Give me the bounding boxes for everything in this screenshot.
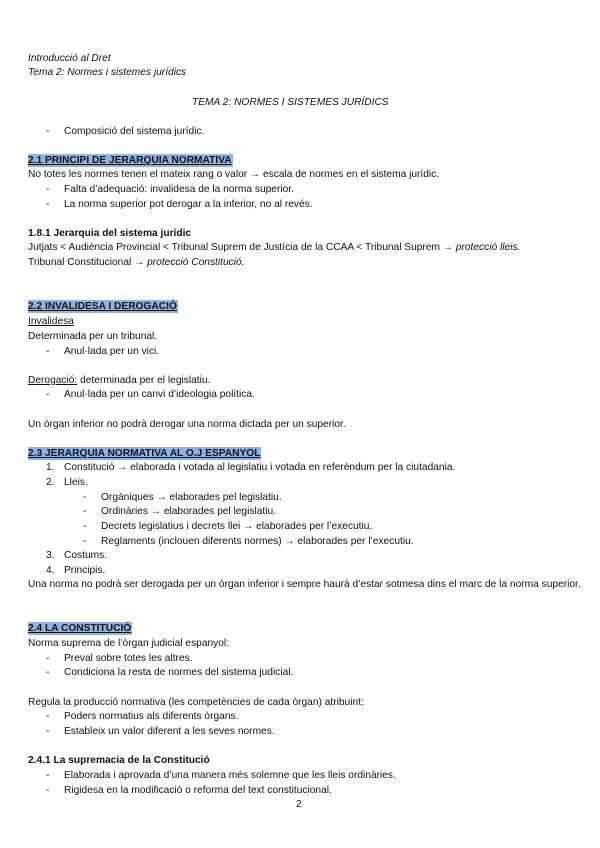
lleis-sub-3: - Decrets legislatius i decrets llei → elaborades per l’executiu. (101, 520, 372, 533)
derogacio-label: Derogació: (28, 375, 78, 386)
invalidesa-label: Invalidesa (28, 316, 74, 327)
section-2-2-heading: 2.2 INVALIDESA I DEROGACIÓ (28, 301, 177, 312)
section-2-4-1-heading: 2.4.1 La supremacia de la Constitució (28, 755, 210, 766)
section-1-8-1-line-2 (28, 256, 245, 269)
section-1-8-1-heading: 1.8.1 Jerarquia del sistema jurídic (28, 228, 192, 239)
list-number-4: 4. (46, 565, 55, 576)
section-2-4-text-2: Regula la producció normativa (les competències de cada òrgan) atribuint: (28, 697, 364, 708)
list-number-1: 1. (46, 462, 55, 473)
section-1-8-1-line-1 (28, 241, 520, 254)
header-course: Introducció al Dret (28, 53, 111, 64)
section-2-1-bullet-1: - Falta d’adequació: invalidesa de la norma superior. (64, 183, 294, 196)
intro-bullet: - Composició del sistema jurídic. (64, 125, 204, 138)
section-2-4-1-bullet-1: - Elaborada i aprovada d’una manera més solemne que les lleis ordinàries. (64, 769, 396, 782)
constitutional-court: Tribunal Constitucional → (28, 257, 148, 268)
list-number-2: 2. (46, 477, 55, 488)
section-2-4-bullet-2: - Condiciona la resta de normes del sistema judicial. (64, 666, 293, 679)
page-number: 2 (296, 799, 302, 810)
section-2-4-bullet-1: - Preval sobre totes les altres. (64, 652, 193, 665)
lleis-sub-2: - Ordinàries → elaborades pel legislatiu. (101, 505, 276, 518)
hierarchy-chain: Jutjats < Audiència Provincial < Tribunal Suprem de Justícia de la CCAA < Tribunal Suprem → (28, 242, 456, 253)
derogacio-line (28, 374, 210, 387)
list-item-constitucio: Constitució → elaborada i votada al legislatiu i votada en referèndum per la ciutadania. (64, 462, 456, 473)
header-topic: Tema 2: Normes i sistemes jurídics (28, 67, 187, 78)
invalidesa-text: Determinada per un tribunal. (28, 331, 158, 342)
section-2-1-text: No totes les normes tenen el mateix rang o valor → escala de normes en el sistema jurídic. (28, 169, 440, 180)
constitutional-court-note: protecció Constitució. (147, 257, 245, 268)
section-2-4-heading: 2.4 LA CONSTITUCIÓ (28, 623, 132, 634)
section-2-4-bullet-4: - Estableix un valor diferent a les seves normes. (64, 725, 275, 738)
derogacio-bullet: - Anul·lada per un canvi d’ideologia política. (64, 388, 255, 401)
page-title: TEMA 2: NORMES I SISTEMES JURÍDICS (192, 97, 389, 108)
section-2-4-1-bullet-2: - Rigidesa en la modificació o reforma del text constitucional. (64, 784, 332, 797)
derogacio-text: determinada per el legislatiu. (77, 375, 211, 386)
list-number-3: 3. (46, 550, 55, 561)
lleis-sub-4: - Reglaments (inclouen diferents normes) → elaborades per l’executiu. (101, 535, 414, 548)
list-item-lleis: Lleis. (64, 477, 88, 488)
list-item-costums: Costums. (64, 550, 108, 561)
section-2-1-heading: 2.1 PRINCIPI DE JERARQUIA NORMATIVA (28, 155, 232, 166)
section-2-4-text: Norma suprema de l’òrgan judicial espanyol: (28, 638, 230, 649)
lleis-sub-1: - Orgàniques → elaborades pel legislatiu. (101, 491, 282, 504)
section-2-3-paragraph: Una norma no podrà ser derogada per un òrgan inferior i sempre haurà d’estar sotmesa dins el marc de la norma superior. (28, 579, 581, 590)
section-2-4-bullet-3: - Poders normatius als diferents òrgans. (64, 710, 238, 723)
invalidesa-bullet: - Anul·lada per un vici. (64, 345, 159, 358)
section-2-3-heading: 2.3 JERARQUIA NORMATIVA AL O.J ESPANYOL (28, 448, 261, 459)
section-2-1-bullet-2: - La norma superior pot derogar a la inferior, no al revés. (64, 198, 313, 211)
list-item-principis: Principis. (64, 565, 106, 576)
section-2-2-note: Un òrgan inferior no podrà derogar una norma dictada per un superior. (28, 419, 346, 430)
hierarchy-chain-note: protecció lleis. (455, 242, 521, 253)
